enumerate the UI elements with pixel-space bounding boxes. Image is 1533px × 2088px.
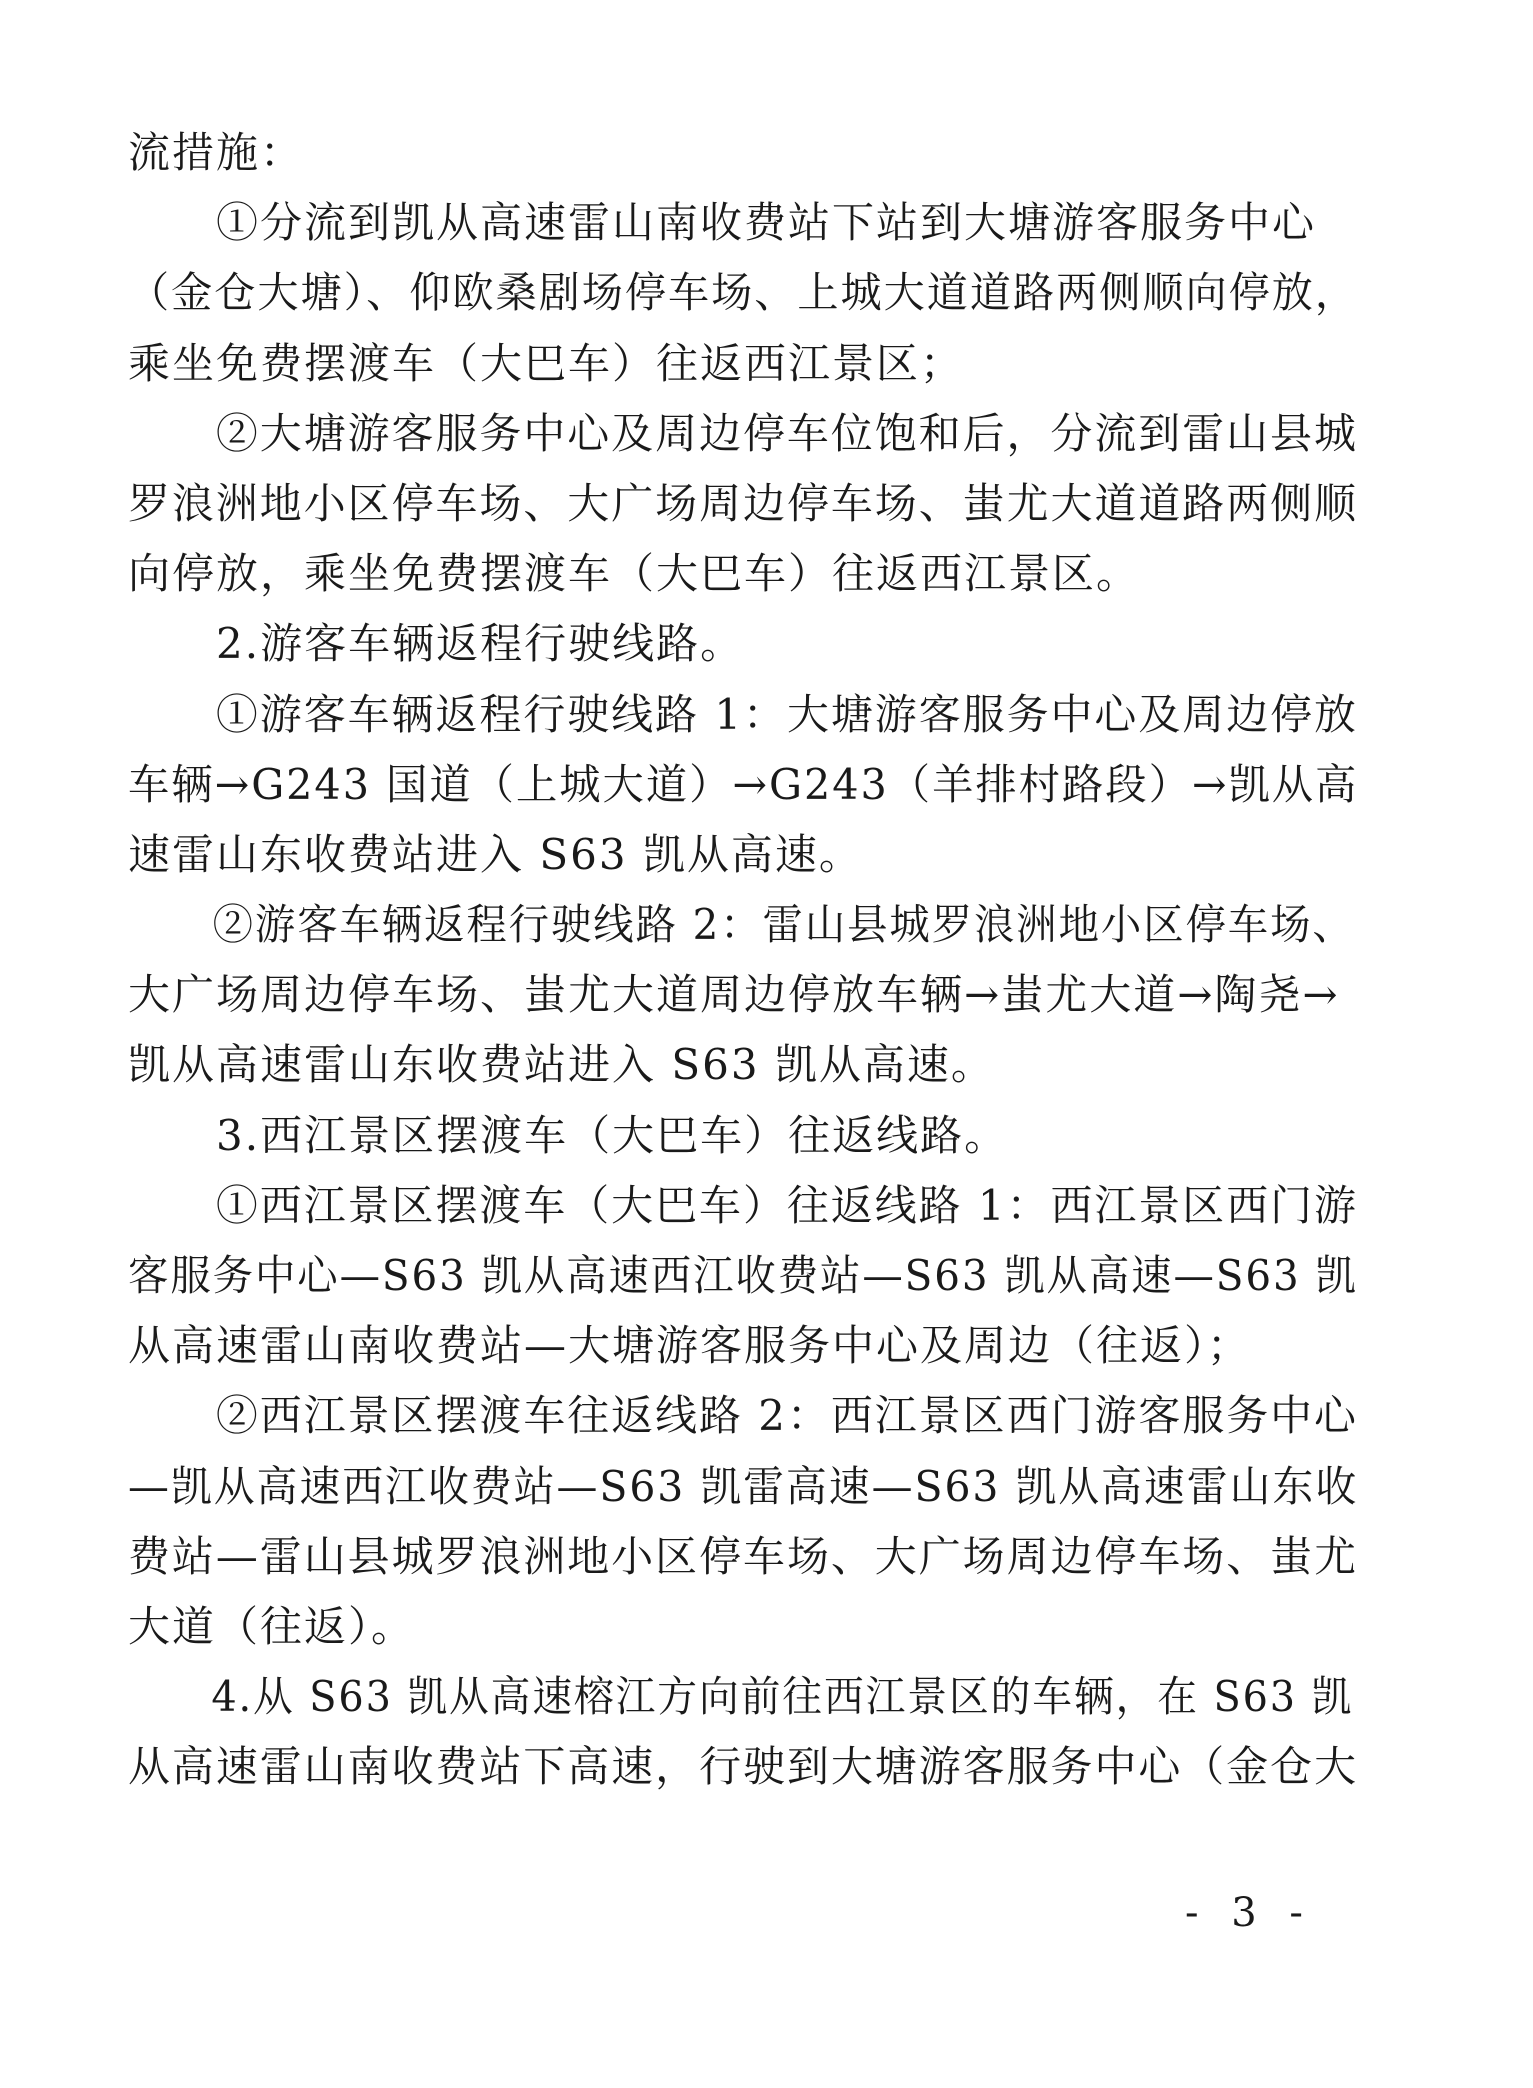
text-line: 向停放，乘坐免费摆渡车（大巴车）往返西江景区。 bbox=[128, 549, 1141, 599]
text-line: 流措施： bbox=[128, 128, 305, 177]
text-line: ②大塘游客服务中心及周边停车位饱和后，分流到雷山县城 bbox=[215, 408, 1358, 458]
text-line: ①分流到凯从高速雷山南收费站下站到大塘游客服务中心 bbox=[216, 198, 1317, 248]
text-line: 大道（往返）。 bbox=[128, 1601, 416, 1651]
text-line: ②游客车辆返程行驶线路 2：雷山县城罗浪洲地小区停车场、 bbox=[212, 900, 1355, 950]
page-number: - 3 - bbox=[1185, 1890, 1313, 1936]
text-line: 从高速雷山南收费站下高速，行驶到大塘游客服务中心（金仓大 bbox=[128, 1742, 1359, 1792]
text-line: 罗浪洲地小区停车场、大广场周边停车场、蚩尤大道道路两侧顺 bbox=[128, 478, 1359, 528]
text-line: 3.西江景区摆渡车（大巴车）往返线路。 bbox=[216, 1110, 1009, 1160]
text-line: 速雷山东收费站进入 S63 凯从高速。 bbox=[128, 829, 863, 879]
text-line: ①游客车辆返程行驶线路 1：大塘游客服务中心及周边停放 bbox=[215, 689, 1358, 739]
text-line: 大广场周边停车场、蚩尤大道周边停放车辆→蚩尤大道→陶尧→ bbox=[128, 970, 1340, 1020]
text-line: 乘坐免费摆渡车（大巴车）往返西江景区； bbox=[128, 338, 965, 388]
text-line: 费站—雷山县城罗浪洲地小区停车场、大广场周边停车场、蚩尤 bbox=[128, 1531, 1359, 1581]
text-line: ①西江景区摆渡车（大巴车）往返线路 1：西江景区西门游 bbox=[215, 1180, 1358, 1230]
text-line: 2.游客车辆返程行驶线路。 bbox=[216, 619, 745, 669]
text-line: 从高速雷山南收费站—大塘游客服务中心及周边（往返）； bbox=[128, 1321, 1252, 1371]
text-line: —凯从高速西江收费站—S63 凯雷高速—S63 凯从高速雷山东收 bbox=[128, 1461, 1359, 1511]
text-line: 客服务中心—S63 凯从高速西江收费站—S63 凯从高速—S63 凯 bbox=[128, 1251, 1358, 1300]
text-line: ②西江景区摆渡车往返线路 2：西江景区西门游客服务中心 bbox=[215, 1391, 1358, 1441]
text-line: （金仓大塘）、仰欧桑剧场停车场、上城大道道路两侧顺向停放， bbox=[128, 268, 1359, 318]
body-text bbox=[128, 118, 1358, 1803]
text-line: 凯从高速雷山东收费站进入 S63 凯从高速。 bbox=[128, 1040, 995, 1090]
text-line: 车辆→G243 国道（上城大道）→G243（羊排村路段）→凯从高 bbox=[128, 759, 1359, 809]
text-line: 4.从 S63 凯从高速榕江方向前往西江景区的车辆，在 S63 凯 bbox=[211, 1672, 1354, 1722]
